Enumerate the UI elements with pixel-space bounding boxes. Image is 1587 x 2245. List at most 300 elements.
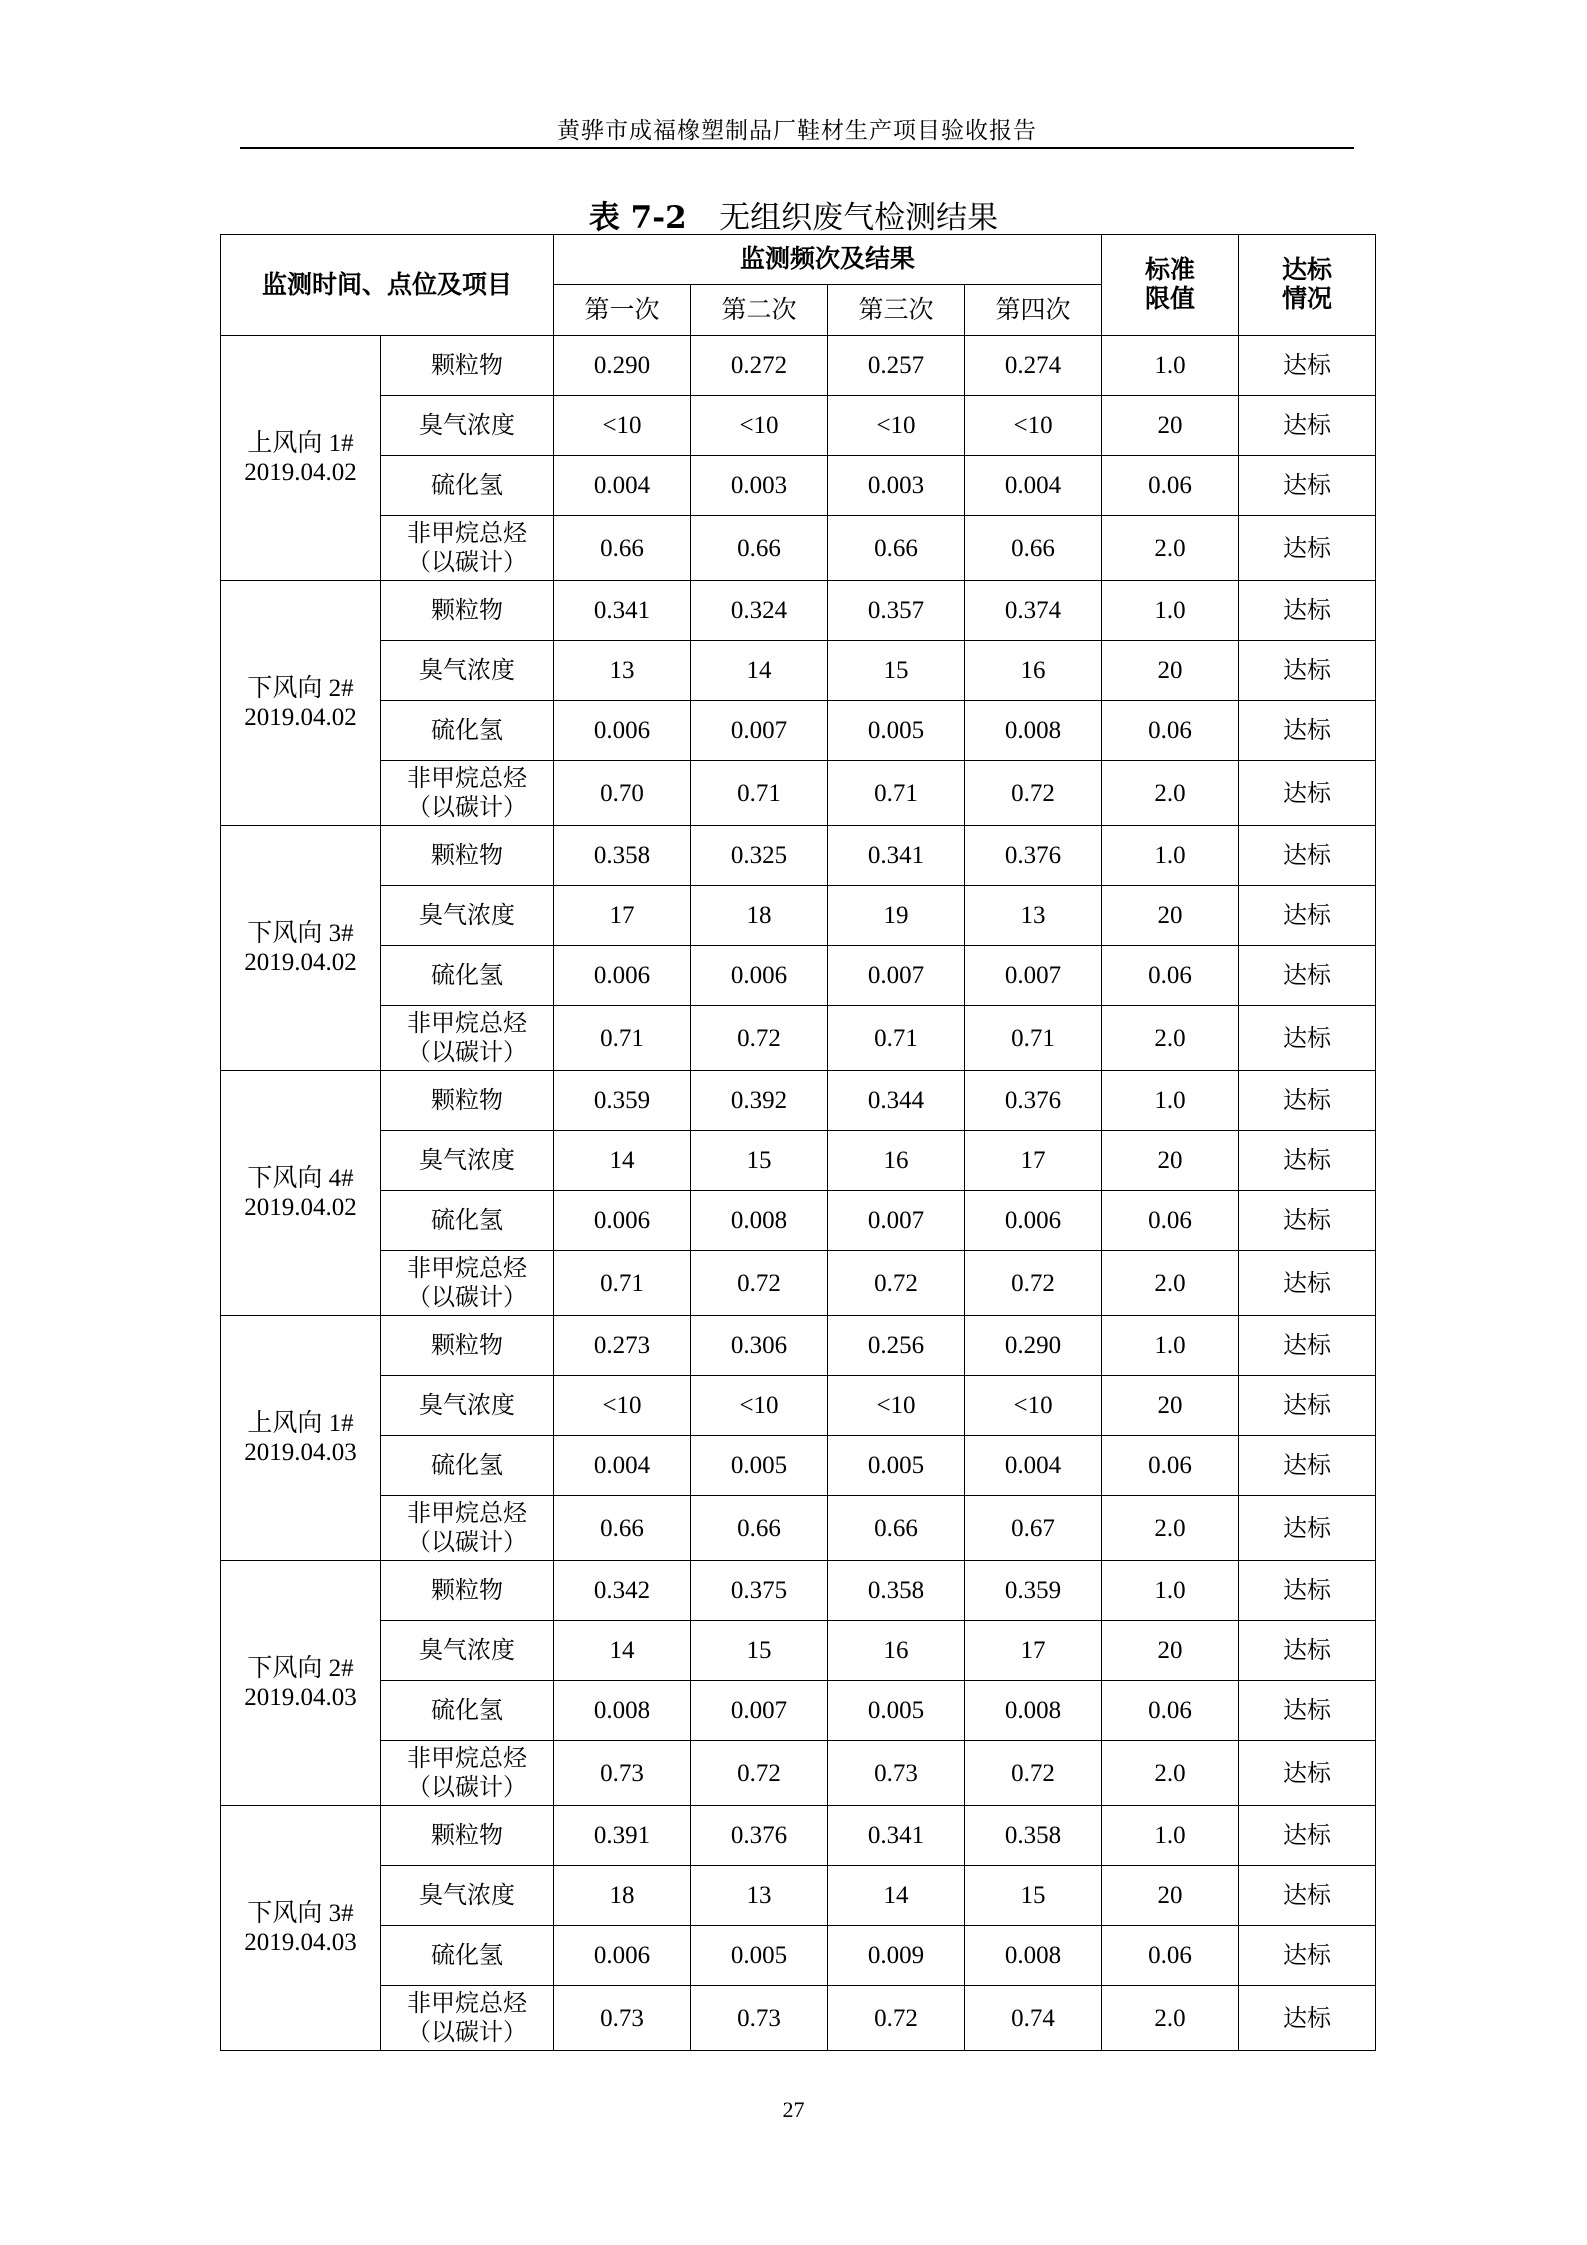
- standard-limit: 20: [1102, 1866, 1239, 1926]
- result-value-run-3: 0.71: [828, 1006, 965, 1071]
- monitoring-date: 2019.04.02: [244, 949, 357, 976]
- result-value-run-2: 0.71: [691, 761, 828, 826]
- table-row: [221, 1131, 1376, 1191]
- standard-limit: 1.0: [1102, 336, 1239, 396]
- result-value-run-2: 0.375: [691, 1561, 828, 1621]
- result-value-run-4: 0.274: [965, 336, 1102, 396]
- compliance-status: 达标: [1239, 886, 1376, 946]
- standard-limit: 0.06: [1102, 946, 1239, 1006]
- result-value-run-2: 15: [691, 1131, 828, 1191]
- result-value-run-1: 0.66: [554, 516, 691, 581]
- page-number: 27: [782, 2097, 805, 2122]
- monitoring-point-cell: [221, 581, 381, 826]
- compliance-status: 达标: [1239, 1741, 1376, 1806]
- pollutant-name: 颗粒物: [431, 1576, 503, 1604]
- pollutant-name: 非甲烷总烃: [407, 1499, 527, 1527]
- compliance-status: 达标: [1239, 1131, 1376, 1191]
- compliance-status: 达标: [1239, 1986, 1376, 2051]
- monitoring-point: 下风向 3#: [247, 1900, 354, 1927]
- monitoring-date: 2019.04.03: [244, 1929, 357, 1956]
- table-row: [221, 761, 1376, 826]
- table-row: [221, 1316, 1376, 1376]
- results-table: [220, 234, 1376, 2051]
- result-value-run-1: 0.004: [554, 1436, 691, 1496]
- result-value-run-2: 0.003: [691, 456, 828, 516]
- header-limit: [1102, 235, 1239, 336]
- result-value-run-4: 0.359: [965, 1561, 1102, 1621]
- result-value-run-3: 0.003: [828, 456, 965, 516]
- result-value-run-1: 0.006: [554, 946, 691, 1006]
- pollutant-item: [381, 1741, 554, 1806]
- header-status-line1: 达标: [1282, 257, 1333, 284]
- result-value-run-1: 0.73: [554, 1986, 691, 2051]
- monitoring-date: 2019.04.03: [244, 1439, 357, 1466]
- compliance-status: 达标: [1239, 456, 1376, 516]
- pollutant-name: 硫化氢: [431, 1206, 503, 1234]
- result-value-run-3: <10: [828, 1376, 965, 1436]
- standard-limit: 0.06: [1102, 1191, 1239, 1251]
- pollutant-name: 非甲烷总烃: [407, 519, 527, 547]
- pollutant-item: [381, 1866, 554, 1926]
- pollutant-basis: （以碳计）: [407, 1283, 527, 1311]
- table-row: [221, 1866, 1376, 1926]
- pollutant-item: [381, 1191, 554, 1251]
- pollutant-name: 非甲烷总烃: [407, 1989, 527, 2017]
- result-value-run-2: 14: [691, 641, 828, 701]
- result-value-run-3: 0.005: [828, 1681, 965, 1741]
- result-value-run-1: 0.66: [554, 1496, 691, 1561]
- result-value-run-1: 0.391: [554, 1806, 691, 1866]
- result-value-run-4: 15: [965, 1866, 1102, 1926]
- standard-limit: 1.0: [1102, 1561, 1239, 1621]
- table-title-text: 无组织废气检测结果: [719, 200, 999, 236]
- result-value-run-3: 0.66: [828, 1496, 965, 1561]
- pollutant-basis: （以碳计）: [407, 1038, 527, 1066]
- pollutant-item: [381, 1436, 554, 1496]
- result-value-run-1: 0.006: [554, 1191, 691, 1251]
- compliance-status: 达标: [1239, 1806, 1376, 1866]
- pollutant-name: 硫化氢: [431, 961, 503, 989]
- result-value-run-1: 0.273: [554, 1316, 691, 1376]
- monitoring-point-cell: [221, 336, 381, 581]
- monitoring-date: 2019.04.02: [244, 459, 357, 486]
- pollutant-name: 非甲烷总烃: [407, 1744, 527, 1772]
- result-value-run-3: 0.73: [828, 1741, 965, 1806]
- header-run-1: 第一次: [554, 285, 691, 336]
- result-value-run-3: 0.257: [828, 336, 965, 396]
- header-run-3: 第三次: [828, 285, 965, 336]
- standard-limit: 20: [1102, 886, 1239, 946]
- table-row: [221, 336, 1376, 396]
- result-value-run-2: 0.72: [691, 1006, 828, 1071]
- result-value-run-2: 0.324: [691, 581, 828, 641]
- result-value-run-1: 17: [554, 886, 691, 946]
- pollutant-name: 硫化氢: [431, 1696, 503, 1724]
- header-run-2: 第二次: [691, 285, 828, 336]
- pollutant-item: [381, 641, 554, 701]
- pollutant-item: [381, 826, 554, 886]
- header-row: [221, 235, 1376, 285]
- result-value-run-3: 0.72: [828, 1986, 965, 2051]
- pollutant-name: 臭气浓度: [419, 1636, 515, 1664]
- standard-limit: 2.0: [1102, 1251, 1239, 1316]
- result-value-run-4: <10: [965, 396, 1102, 456]
- result-value-run-2: 0.006: [691, 946, 828, 1006]
- result-value-run-3: 14: [828, 1866, 965, 1926]
- result-value-run-4: 0.008: [965, 701, 1102, 761]
- result-value-run-3: 16: [828, 1621, 965, 1681]
- result-value-run-4: 0.376: [965, 1071, 1102, 1131]
- pollutant-item: [381, 701, 554, 761]
- result-value-run-2: 15: [691, 1621, 828, 1681]
- standard-limit: 20: [1102, 1131, 1239, 1191]
- result-value-run-4: 0.007: [965, 946, 1102, 1006]
- pollutant-item: [381, 1621, 554, 1681]
- result-value-run-1: 0.004: [554, 456, 691, 516]
- monitoring-point-cell: [221, 826, 381, 1071]
- standard-limit: 1.0: [1102, 1071, 1239, 1131]
- standard-limit: 0.06: [1102, 701, 1239, 761]
- pollutant-item: [381, 1806, 554, 1866]
- pollutant-basis: （以碳计）: [407, 793, 527, 821]
- pollutant-item: [381, 1561, 554, 1621]
- result-value-run-2: 0.72: [691, 1251, 828, 1316]
- result-value-run-2: 0.306: [691, 1316, 828, 1376]
- pollutant-name: 硫化氢: [431, 1941, 503, 1969]
- pollutant-name: 臭气浓度: [419, 901, 515, 929]
- result-value-run-4: 0.008: [965, 1926, 1102, 1986]
- result-value-run-1: 0.358: [554, 826, 691, 886]
- result-value-run-3: 0.007: [828, 1191, 965, 1251]
- table-body: [221, 336, 1376, 2051]
- result-value-run-4: 17: [965, 1621, 1102, 1681]
- standard-limit: 0.06: [1102, 1436, 1239, 1496]
- result-value-run-3: 0.72: [828, 1251, 965, 1316]
- result-value-run-2: 0.66: [691, 1496, 828, 1561]
- pollutant-basis: （以碳计）: [407, 548, 527, 576]
- compliance-status: 达标: [1239, 761, 1376, 826]
- pollutant-name: 颗粒物: [431, 596, 503, 624]
- result-value-run-1: 18: [554, 1866, 691, 1926]
- result-value-run-3: 15: [828, 641, 965, 701]
- pollutant-item: [381, 886, 554, 946]
- result-value-run-3: 0.007: [828, 946, 965, 1006]
- monitoring-point: 下风向 2#: [247, 675, 354, 702]
- pollutant-item: [381, 1681, 554, 1741]
- monitoring-date: 2019.04.02: [244, 1194, 357, 1221]
- result-value-run-1: 0.006: [554, 1926, 691, 1986]
- result-value-run-2: 0.272: [691, 336, 828, 396]
- compliance-status: 达标: [1239, 826, 1376, 886]
- compliance-status: 达标: [1239, 1251, 1376, 1316]
- header-limit-line1: 标准: [1145, 257, 1196, 284]
- result-value-run-1: <10: [554, 1376, 691, 1436]
- standard-limit: 2.0: [1102, 1741, 1239, 1806]
- pollutant-item: [381, 336, 554, 396]
- result-value-run-4: 0.004: [965, 1436, 1102, 1496]
- compliance-status: 达标: [1239, 1376, 1376, 1436]
- table-row: [221, 1191, 1376, 1251]
- result-value-run-2: 0.73: [691, 1986, 828, 2051]
- compliance-status: 达标: [1239, 581, 1376, 641]
- pollutant-name: 硫化氢: [431, 471, 503, 499]
- result-value-run-3: 0.344: [828, 1071, 965, 1131]
- pollutant-item: [381, 396, 554, 456]
- result-value-run-1: 0.342: [554, 1561, 691, 1621]
- compliance-status: 达标: [1239, 946, 1376, 1006]
- compliance-status: 达标: [1239, 641, 1376, 701]
- standard-limit: 20: [1102, 1376, 1239, 1436]
- table-row: [221, 1496, 1376, 1561]
- pollutant-item: [381, 761, 554, 826]
- result-value-run-1: 0.341: [554, 581, 691, 641]
- compliance-status: 达标: [1239, 701, 1376, 761]
- result-value-run-3: 0.66: [828, 516, 965, 581]
- table-title: [0, 192, 1587, 237]
- standard-limit: 20: [1102, 396, 1239, 456]
- pollutant-name: 非甲烷总烃: [407, 764, 527, 792]
- result-value-run-4: 16: [965, 641, 1102, 701]
- monitoring-date: 2019.04.03: [244, 1684, 357, 1711]
- pollutant-name: 硫化氢: [431, 1451, 503, 1479]
- pollutant-basis: （以碳计）: [407, 1528, 527, 1556]
- pollutant-item: [381, 1071, 554, 1131]
- result-value-run-3: 0.005: [828, 1436, 965, 1496]
- result-value-run-4: 0.74: [965, 1986, 1102, 2051]
- pollutant-name: 颗粒物: [431, 1331, 503, 1359]
- pollutant-basis: （以碳计）: [407, 1773, 527, 1801]
- table-row: [221, 641, 1376, 701]
- standard-limit: 1.0: [1102, 1316, 1239, 1376]
- pollutant-item: [381, 1496, 554, 1561]
- table-row: [221, 1621, 1376, 1681]
- result-value-run-4: 0.008: [965, 1681, 1102, 1741]
- result-value-run-2: 0.66: [691, 516, 828, 581]
- result-value-run-1: 0.71: [554, 1006, 691, 1071]
- monitoring-point: 下风向 2#: [247, 1655, 354, 1682]
- compliance-status: 达标: [1239, 396, 1376, 456]
- standard-limit: 2.0: [1102, 761, 1239, 826]
- table-row: [221, 516, 1376, 581]
- compliance-status: 达标: [1239, 336, 1376, 396]
- table-row: [221, 456, 1376, 516]
- result-value-run-3: 0.256: [828, 1316, 965, 1376]
- result-value-run-1: 0.006: [554, 701, 691, 761]
- pollutant-name: 颗粒物: [431, 1086, 503, 1114]
- result-value-run-4: 0.67: [965, 1496, 1102, 1561]
- table-row: [221, 1806, 1376, 1866]
- standard-limit: 20: [1102, 1621, 1239, 1681]
- result-value-run-1: 0.71: [554, 1251, 691, 1316]
- result-value-run-2: 0.007: [691, 1681, 828, 1741]
- result-value-run-3: 16: [828, 1131, 965, 1191]
- compliance-status: 达标: [1239, 1866, 1376, 1926]
- pollutant-item: [381, 1251, 554, 1316]
- monitoring-point-cell: [221, 1316, 381, 1561]
- pollutant-item: [381, 581, 554, 641]
- pollutant-name: 臭气浓度: [419, 1146, 515, 1174]
- table-number: 表 7-2: [588, 200, 687, 236]
- table-row: [221, 1436, 1376, 1496]
- result-value-run-4: 0.358: [965, 1806, 1102, 1866]
- result-value-run-4: 0.376: [965, 826, 1102, 886]
- result-value-run-3: 0.009: [828, 1926, 965, 1986]
- result-value-run-1: 0.008: [554, 1681, 691, 1741]
- standard-limit: 1.0: [1102, 581, 1239, 641]
- result-value-run-2: 13: [691, 1866, 828, 1926]
- result-value-run-1: 14: [554, 1131, 691, 1191]
- result-value-run-3: 0.358: [828, 1561, 965, 1621]
- compliance-status: 达标: [1239, 1436, 1376, 1496]
- header-status-line2: 情况: [1282, 286, 1333, 313]
- pollutant-name: 臭气浓度: [419, 1391, 515, 1419]
- monitoring-point: 上风向 1#: [247, 430, 354, 457]
- standard-limit: 1.0: [1102, 1806, 1239, 1866]
- result-value-run-4: 0.290: [965, 1316, 1102, 1376]
- pollutant-item: [381, 1006, 554, 1071]
- standard-limit: 2.0: [1102, 1006, 1239, 1071]
- result-value-run-4: 0.72: [965, 1251, 1102, 1316]
- pollutant-name: 非甲烷总烃: [407, 1009, 527, 1037]
- table-row: [221, 581, 1376, 641]
- result-value-run-1: 13: [554, 641, 691, 701]
- table-row: [221, 1251, 1376, 1316]
- compliance-status: 达标: [1239, 1006, 1376, 1071]
- compliance-status: 达标: [1239, 1316, 1376, 1376]
- result-value-run-2: 0.005: [691, 1926, 828, 1986]
- pollutant-item: [381, 1376, 554, 1436]
- result-value-run-2: 18: [691, 886, 828, 946]
- standard-limit: 2.0: [1102, 1496, 1239, 1561]
- standard-limit: 1.0: [1102, 826, 1239, 886]
- pollutant-name: 颗粒物: [431, 1821, 503, 1849]
- monitoring-point: 下风向 3#: [247, 920, 354, 947]
- standard-limit: 0.06: [1102, 1681, 1239, 1741]
- result-value-run-3: 0.341: [828, 1806, 965, 1866]
- result-value-run-2: <10: [691, 1376, 828, 1436]
- table-row: [221, 886, 1376, 946]
- pollutant-item: [381, 456, 554, 516]
- monitoring-point: 下风向 4#: [247, 1165, 354, 1192]
- monitoring-date: 2019.04.02: [244, 704, 357, 731]
- result-value-run-1: 0.290: [554, 336, 691, 396]
- standard-limit: 0.06: [1102, 1926, 1239, 1986]
- result-value-run-3: 19: [828, 886, 965, 946]
- table-row: [221, 396, 1376, 456]
- result-value-run-2: 0.392: [691, 1071, 828, 1131]
- result-value-run-2: 0.72: [691, 1741, 828, 1806]
- pollutant-item: [381, 516, 554, 581]
- result-value-run-4: <10: [965, 1376, 1102, 1436]
- compliance-status: 达标: [1239, 1681, 1376, 1741]
- monitoring-point-cell: [221, 1806, 381, 2051]
- header-point-item: 监测时间、点位及项目: [221, 235, 554, 336]
- header-run-4: 第四次: [965, 285, 1102, 336]
- result-value-run-2: 0.007: [691, 701, 828, 761]
- table-row: [221, 1071, 1376, 1131]
- header-frequency-results: 监测频次及结果: [554, 235, 1102, 285]
- result-value-run-2: 0.376: [691, 1806, 828, 1866]
- pollutant-name: 臭气浓度: [419, 656, 515, 684]
- running-header: 黄骅市成福橡塑制品厂鞋材生产项目验收报告: [557, 118, 1037, 144]
- table-row: [221, 1376, 1376, 1436]
- table-row: [221, 826, 1376, 886]
- standard-limit: 20: [1102, 641, 1239, 701]
- result-value-run-2: 0.005: [691, 1436, 828, 1496]
- result-value-run-1: 0.359: [554, 1071, 691, 1131]
- monitoring-point-cell: [221, 1561, 381, 1806]
- pollutant-name: 硫化氢: [431, 716, 503, 744]
- result-value-run-1: <10: [554, 396, 691, 456]
- pollutant-item: [381, 1926, 554, 1986]
- result-value-run-3: 0.341: [828, 826, 965, 886]
- monitoring-point-cell: [221, 1071, 381, 1316]
- pollutant-basis: （以碳计）: [407, 2018, 527, 2046]
- result-value-run-2: 0.008: [691, 1191, 828, 1251]
- result-value-run-3: 0.357: [828, 581, 965, 641]
- table-row: [221, 1681, 1376, 1741]
- result-value-run-3: <10: [828, 396, 965, 456]
- compliance-status: 达标: [1239, 1561, 1376, 1621]
- compliance-status: 达标: [1239, 1191, 1376, 1251]
- result-value-run-4: 0.66: [965, 516, 1102, 581]
- compliance-status: 达标: [1239, 1926, 1376, 1986]
- result-value-run-4: 0.72: [965, 1741, 1102, 1806]
- monitoring-point: 上风向 1#: [247, 1410, 354, 1437]
- compliance-status: 达标: [1239, 1496, 1376, 1561]
- header-rule: [240, 147, 1354, 149]
- result-value-run-4: 13: [965, 886, 1102, 946]
- result-value-run-1: 0.73: [554, 1741, 691, 1806]
- result-value-run-4: 0.006: [965, 1191, 1102, 1251]
- compliance-status: 达标: [1239, 516, 1376, 581]
- standard-limit: 0.06: [1102, 456, 1239, 516]
- pollutant-name: 臭气浓度: [419, 411, 515, 439]
- result-value-run-1: 14: [554, 1621, 691, 1681]
- result-value-run-4: 0.71: [965, 1006, 1102, 1071]
- standard-limit: 2.0: [1102, 1986, 1239, 2051]
- table-row: [221, 1986, 1376, 2051]
- pollutant-item: [381, 1131, 554, 1191]
- result-value-run-2: <10: [691, 396, 828, 456]
- pollutant-item: [381, 1316, 554, 1376]
- result-value-run-4: 0.374: [965, 581, 1102, 641]
- table-row: [221, 1006, 1376, 1071]
- table-row: [221, 1926, 1376, 1986]
- pollutant-name: 臭气浓度: [419, 1881, 515, 1909]
- header-status: [1239, 235, 1376, 336]
- compliance-status: 达标: [1239, 1071, 1376, 1131]
- pollutant-name: 非甲烷总烃: [407, 1254, 527, 1282]
- compliance-status: 达标: [1239, 1621, 1376, 1681]
- table-row: [221, 1741, 1376, 1806]
- result-value-run-4: 0.72: [965, 761, 1102, 826]
- table-row: [221, 1561, 1376, 1621]
- table-row: [221, 946, 1376, 1006]
- result-value-run-3: 0.71: [828, 761, 965, 826]
- result-value-run-1: 0.70: [554, 761, 691, 826]
- result-value-run-4: 17: [965, 1131, 1102, 1191]
- pollutant-item: [381, 946, 554, 1006]
- pollutant-item: [381, 1986, 554, 2051]
- pollutant-name: 颗粒物: [431, 841, 503, 869]
- header-limit-line2: 限值: [1145, 286, 1196, 313]
- result-value-run-3: 0.005: [828, 701, 965, 761]
- standard-limit: 2.0: [1102, 516, 1239, 581]
- table-row: [221, 701, 1376, 761]
- result-value-run-4: 0.004: [965, 456, 1102, 516]
- pollutant-name: 颗粒物: [431, 351, 503, 379]
